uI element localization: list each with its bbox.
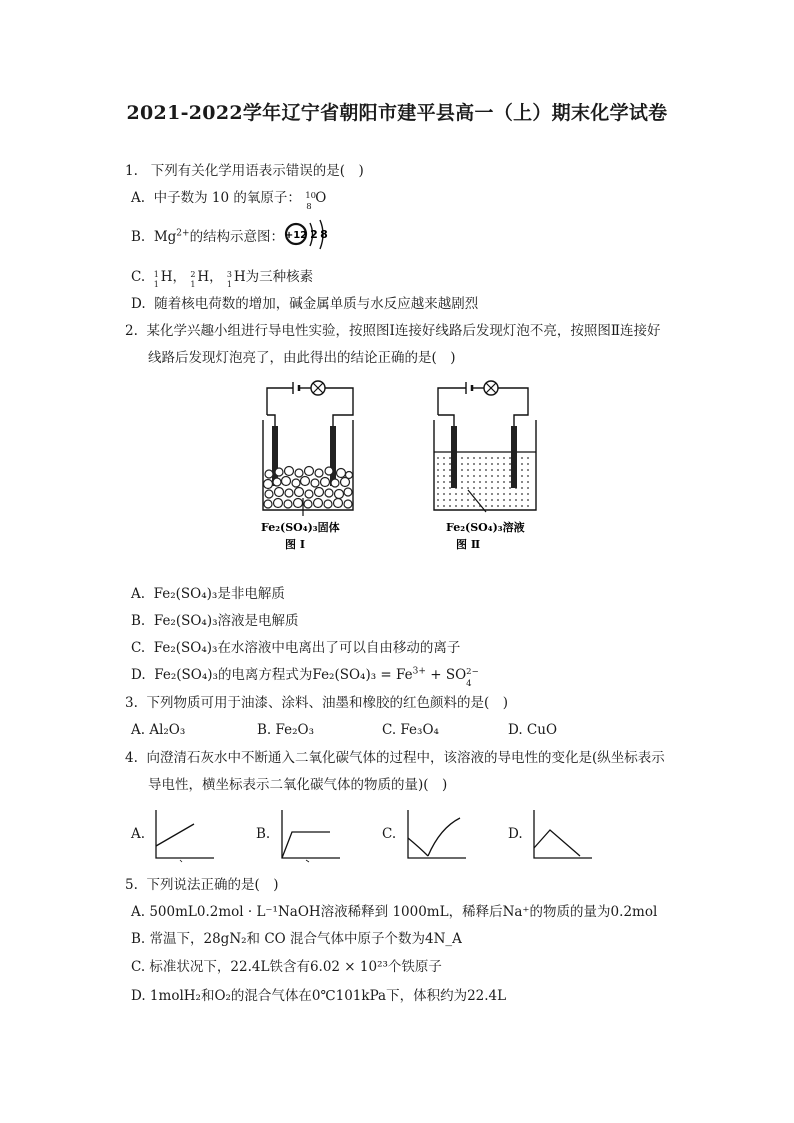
question-number: 1. xyxy=(125,163,138,179)
solution-dot xyxy=(521,475,523,477)
solution-dot xyxy=(497,493,499,495)
solution-dot xyxy=(449,487,451,489)
solution-dot xyxy=(473,493,475,495)
solution-dot xyxy=(467,505,469,507)
figure-2-caption: Fe₂(SO₄)₃溶液 xyxy=(446,521,525,534)
solution-dot xyxy=(485,493,487,495)
question-4-option-a-label: A. xyxy=(131,826,146,842)
solution-dot xyxy=(503,475,505,477)
solution-dot xyxy=(461,481,463,483)
solution-dot xyxy=(449,505,451,507)
figure-2-conductivity-apparatus xyxy=(428,378,548,553)
figure-1-conductivity-apparatus xyxy=(255,378,365,553)
question-4-graph-b xyxy=(276,808,346,863)
solution-dot xyxy=(479,493,481,495)
solution-dot xyxy=(479,457,481,459)
electrode-left xyxy=(451,426,457,488)
nucleus-charge: +12 xyxy=(284,230,308,241)
solution-dot xyxy=(449,481,451,483)
solution-dot xyxy=(485,475,487,477)
solution-dot xyxy=(497,499,499,501)
solution-dot xyxy=(473,469,475,471)
solution-dot xyxy=(491,463,493,465)
solution-dot xyxy=(461,493,463,495)
solution-dot xyxy=(503,499,505,501)
solution-dot xyxy=(503,505,505,507)
solution-dot xyxy=(443,469,445,471)
solution-dot xyxy=(497,487,499,489)
solution-dot xyxy=(521,499,523,501)
solution-dot xyxy=(527,505,529,507)
solution-dot xyxy=(497,475,499,477)
solution-dot xyxy=(515,499,517,501)
question-5-option-b: B. 常温下，28gN₂和 CO 混合气体中原子个数为4N_A xyxy=(131,931,462,947)
solution-dot xyxy=(443,481,445,483)
electrode-left xyxy=(272,426,278,486)
solution-dot xyxy=(527,469,529,471)
solution-dot xyxy=(485,487,487,489)
solution-dot xyxy=(473,463,475,465)
solution-dot xyxy=(509,493,511,495)
question-4-option-c-label: C. xyxy=(382,826,397,842)
solution-dot xyxy=(527,463,529,465)
solution-dot xyxy=(497,481,499,483)
solution-dot xyxy=(503,487,505,489)
solution-dot xyxy=(455,505,457,507)
solution-dot xyxy=(503,493,505,495)
solution-dot xyxy=(467,463,469,465)
figure-1-label: 图 Ⅰ xyxy=(285,538,305,551)
solution-dot xyxy=(443,475,445,477)
question-3-option-d: D. CuO xyxy=(508,722,558,738)
electrode-right xyxy=(330,426,336,486)
solution-dot xyxy=(437,487,439,489)
question-5-option-a: A. 500mL0.2mol · L⁻¹NaOH溶液稀释到 1000mL，稀释后Na⁺的物质的量为0.2mol xyxy=(131,904,658,920)
solution-dot xyxy=(515,505,517,507)
solution-dot xyxy=(461,487,463,489)
solution-dot xyxy=(497,463,499,465)
solution-dot xyxy=(485,481,487,483)
solution-dot xyxy=(461,505,463,507)
question-1-option-c: C. 1 1 H， 2 1 H， 3 1 H为三种核素 xyxy=(131,269,314,289)
question-4-stem-line-1: 4. 向澄清石灰水中不断通入二氧化碳气体的过程中，该溶液的导电性的变化是(纵坐标表示 xyxy=(125,750,665,766)
solution-dot xyxy=(503,463,505,465)
solution-dot xyxy=(521,481,523,483)
solution-dot xyxy=(455,499,457,501)
shell-2-count: 8 xyxy=(320,228,328,241)
solution-dot xyxy=(449,499,451,501)
question-1-option-d: D. 随着核电荷数的增加，碱金属单质与水反应越来越剧烈 xyxy=(131,296,479,312)
question-2-option-b: B. Fe₂(SO₄)₃溶液是电解质 xyxy=(131,613,299,629)
question-4-graph-c xyxy=(402,808,472,863)
solution-dot xyxy=(515,493,517,495)
solution-dot xyxy=(497,469,499,471)
solution-dot xyxy=(467,481,469,483)
figure-2-label: 图 Ⅱ xyxy=(456,538,481,551)
solution-dot xyxy=(521,493,523,495)
solution-dot xyxy=(509,499,511,501)
question-5-stem: 5. 下列说法正确的是( ) xyxy=(125,877,279,893)
solution-dot xyxy=(491,457,493,459)
question-3-option-c: C. Fe₃O₄ xyxy=(382,722,439,738)
solution-dot xyxy=(521,463,523,465)
solution-dot xyxy=(521,457,523,459)
solution-dot xyxy=(461,463,463,465)
solution-dot xyxy=(527,493,529,495)
solution-dot xyxy=(527,457,529,459)
solution-dot xyxy=(437,493,439,495)
solution-dot xyxy=(527,475,529,477)
question-2-stem-line-2: 线路后发现灯泡亮了，由此得出的结论正确的是( ) xyxy=(148,350,456,366)
solution-dot xyxy=(497,505,499,507)
solution-dot xyxy=(503,457,505,459)
solution-dot xyxy=(449,457,451,459)
solution-dot xyxy=(443,457,445,459)
solution-dot xyxy=(443,499,445,501)
question-4-option-d-label: D. xyxy=(508,826,523,842)
solution-dot xyxy=(497,457,499,459)
solution-dot xyxy=(437,505,439,507)
solution-dot xyxy=(467,499,469,501)
solution-dot xyxy=(521,487,523,489)
solution-dot xyxy=(509,457,511,459)
solution-dot xyxy=(461,469,463,471)
solution-dot xyxy=(509,505,511,507)
question-2-option-a: A. Fe₂(SO₄)₃是非电解质 xyxy=(131,586,285,602)
solution-dot xyxy=(467,475,469,477)
solution-dot xyxy=(443,505,445,507)
solution-dot xyxy=(485,499,487,501)
solution-dot xyxy=(437,475,439,477)
solution-dot xyxy=(473,481,475,483)
solution-dot xyxy=(437,457,439,459)
solution-dot xyxy=(491,499,493,501)
solution-dot xyxy=(443,487,445,489)
question-2-option-d: D. Fe₂(SO₄)₃的电离方程式为$Fe_2(SO_4)_3 = Fe^{3+}$ + SO 2− 4 xyxy=(131,666,479,689)
solution-dot xyxy=(449,475,451,477)
solution-dot xyxy=(491,505,493,507)
solution-dot xyxy=(527,481,529,483)
question-3-option-a: A. Al₂O₃ xyxy=(131,722,186,738)
solution-dot xyxy=(509,487,511,489)
question-1-option-b: B. $Mg^{2+}$的结构示意图： xyxy=(131,228,285,245)
solution-dot xyxy=(455,493,457,495)
solution-dot xyxy=(467,493,469,495)
solution-dot xyxy=(467,487,469,489)
solution-dot xyxy=(521,469,523,471)
solution-dot xyxy=(479,463,481,465)
solution-dot xyxy=(503,481,505,483)
question-3-stem: 3. 下列物质可用于油漆、涂料、油墨和橡胶的红色颜料的是( ) xyxy=(125,695,509,711)
figure-1-caption: Fe₂(SO₄)₃固体 xyxy=(261,521,340,534)
solution-dot xyxy=(461,499,463,501)
solution-dot xyxy=(461,475,463,477)
solution-dot xyxy=(491,481,493,483)
mg-ion-structure-diagram xyxy=(284,218,334,252)
solution-dot xyxy=(443,463,445,465)
solution-dot xyxy=(485,505,487,507)
solution-dot xyxy=(527,499,529,501)
solution-dot xyxy=(437,463,439,465)
shell-1-count: 2 xyxy=(310,228,318,241)
question-4-graph-a xyxy=(150,808,220,863)
electrode-right xyxy=(511,426,517,488)
nuclide-notation: 10 8 xyxy=(305,190,317,212)
solution-dot xyxy=(491,475,493,477)
beaker xyxy=(434,420,536,510)
solution-dot xyxy=(479,499,481,501)
solution-dot xyxy=(485,463,487,465)
solution-dot xyxy=(479,487,481,489)
solution-dot xyxy=(449,493,451,495)
question-4-graph-d xyxy=(528,808,598,863)
solution-dot xyxy=(437,481,439,483)
solution-dot xyxy=(473,475,475,477)
solution-dot xyxy=(509,475,511,477)
solution-dot xyxy=(443,493,445,495)
question-4-option-b-label: B. xyxy=(256,826,271,842)
solution-dot xyxy=(527,487,529,489)
solution-dot xyxy=(467,457,469,459)
solution-dot xyxy=(473,499,475,501)
solution-dot xyxy=(473,487,475,489)
solution-dot xyxy=(437,499,439,501)
solution-dot xyxy=(479,469,481,471)
solution-dot xyxy=(479,481,481,483)
question-1-stem: 1. 下列有关化学用语表示错误的是( ) xyxy=(125,163,364,179)
question-4-stem-line-2: 导电性，横坐标表示二氧化碳气体的物质的量)( ) xyxy=(148,777,448,793)
page-title: 2021-2022学年辽宁省朝阳市建平县高一（上）期末化学试卷 xyxy=(126,102,668,124)
solution-dot xyxy=(503,469,505,471)
solution-dot xyxy=(473,457,475,459)
question-5-option-c: C. 标准状况下，22.4L铁含有6.02 × 10²³个铁原子 xyxy=(131,959,442,975)
solution-dot xyxy=(509,469,511,471)
solution-dot xyxy=(437,469,439,471)
solution-dot xyxy=(461,457,463,459)
solution-dot xyxy=(521,505,523,507)
solution-dot xyxy=(449,469,451,471)
solution-dot xyxy=(509,463,511,465)
solution-dot xyxy=(467,469,469,471)
solution-dot xyxy=(491,469,493,471)
solution-dot xyxy=(473,505,475,507)
question-2-stem-line-1: 2. 某化学兴趣小组进行导电性实验，按照图Ⅰ连接好线路后发现灯泡不亮，按照图Ⅱ连接好 xyxy=(125,323,661,339)
solution-dot xyxy=(509,481,511,483)
pointer-line xyxy=(468,490,486,512)
solid-granules xyxy=(264,467,353,509)
solution-dot xyxy=(485,457,487,459)
solution-dot xyxy=(491,493,493,495)
question-5-option-d: D. 1molH₂和O₂的混合气体在0℃101kPa下，体积约为22.4L xyxy=(131,988,507,1004)
question-2-option-c: C. Fe₂(SO₄)₃在水溶液中电离出了可以自由移动的离子 xyxy=(131,640,461,656)
solution-dot xyxy=(485,469,487,471)
solution-dot xyxy=(449,463,451,465)
question-3-option-b: B. Fe₂O₃ xyxy=(257,722,315,738)
question-1-option-a: A. 中子数为 10 的氧原子： 10 8 O xyxy=(131,190,327,212)
solution-dot xyxy=(479,475,481,477)
solution-dot xyxy=(491,487,493,489)
